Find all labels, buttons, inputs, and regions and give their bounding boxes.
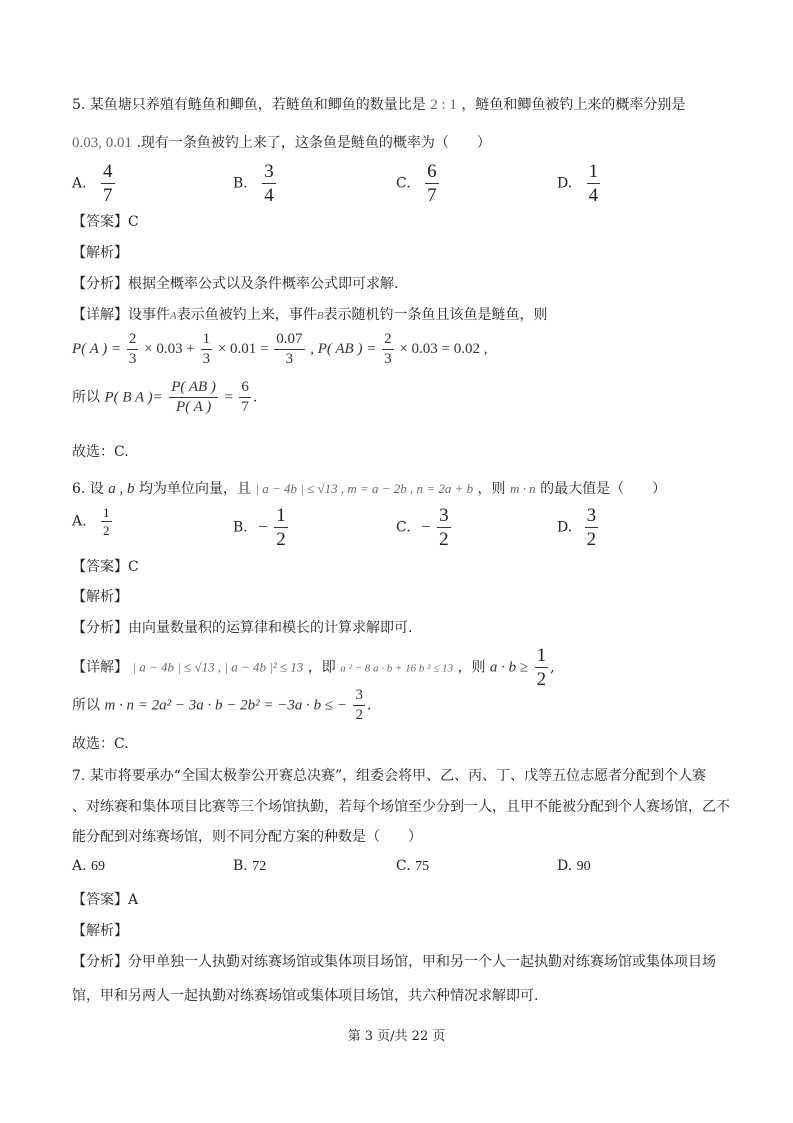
fenxi-tag: 【分析】 (72, 620, 128, 636)
option-fraction (101, 162, 115, 205)
option-label: B. (233, 519, 248, 536)
frac-den: 7 (241, 399, 249, 415)
q6-vectors: a , b (108, 481, 135, 497)
frac-num: 1 (276, 505, 286, 526)
eq-text: . (252, 389, 258, 406)
frac-den: 3 (285, 351, 294, 367)
option-label: A. (72, 175, 87, 192)
q5-analysis-heading (72, 242, 128, 262)
option-fraction (587, 162, 601, 205)
q5-detail (72, 304, 547, 324)
fenxi-text: 由向量数量积的运算律和模长的计算求解即可. (128, 620, 413, 636)
eq-text: a ² − 8 a · b + 16 b ² ≤ 13 (340, 662, 453, 675)
analysis-tag: 【解析】 (72, 923, 128, 939)
eq-fraction (127, 332, 139, 367)
eq-fraction (169, 380, 218, 415)
q5-equation-2 (72, 380, 257, 415)
fenxi-text: 分甲单独一人执勤对练赛场馆或集体项目场馆，甲和另一个人一起执勤对练赛场馆或集体项目场 (128, 954, 716, 970)
eq-text: , (550, 659, 555, 676)
frac-num: 3 (439, 505, 449, 526)
frac-den: 3 (128, 351, 137, 367)
frac-num: 3 (353, 688, 365, 706)
eq-text: = (224, 389, 233, 406)
q6-conclusion: 故选：C. (72, 736, 129, 752)
frac-den: 2 (536, 669, 547, 690)
option-fraction (262, 162, 276, 205)
q6-fenxi (72, 617, 412, 637)
eq-fraction (535, 646, 549, 689)
event-a: A (170, 310, 177, 322)
option-value: 69 (91, 859, 106, 874)
q5-option-b[interactable] (233, 162, 278, 205)
option-label: B. (233, 175, 248, 192)
analysis-tag: 【解析】 (72, 589, 128, 605)
eq-fraction (201, 332, 213, 367)
eq-prefix: 所以 (72, 697, 100, 714)
q7-answer (72, 889, 138, 909)
answer-value: C (128, 214, 139, 230)
detail-text: 设事件 (128, 307, 170, 323)
frac-den: 2 (276, 529, 286, 550)
frac-num: 2 (127, 332, 139, 350)
q6-mn: m · n (510, 481, 536, 496)
frac-num: P( AB ) (169, 380, 218, 398)
q6-option-d[interactable] (557, 506, 600, 549)
q7-option-d[interactable] (557, 858, 591, 875)
frac-den: 2 (355, 707, 363, 723)
q6-equation-2 (72, 688, 371, 723)
q5-equation-1 (72, 332, 488, 367)
page-footer: 第 3 页/共 22 页 (347, 1029, 446, 1044)
eq-text: m · n = 2a² − 3a · b − 2b² = −3a · b ≤ − (104, 697, 347, 714)
eq-text: × 0.03 = 0.02 , (399, 340, 488, 357)
frac-num: 3 (264, 161, 274, 182)
detail-tag: 【详解】 (72, 659, 128, 676)
q6-stem-text: ，则 (477, 481, 506, 497)
q5-stem-line1 (72, 94, 685, 114)
q6-option-a[interactable] (72, 506, 114, 537)
answer-value: C (128, 559, 139, 575)
q7-stem-line3: 能分配到对练赛场馆，则不同分配方案的种数是（ ） (72, 829, 422, 845)
frac-den: 7 (427, 185, 437, 206)
frac-den: 7 (103, 185, 113, 206)
q5-stem-text-c: .现有一条鱼被钓上来了，这条鱼是鲢鱼的概率为（ ） (136, 135, 491, 151)
frac-num: 1 (103, 505, 110, 520)
frac-den: 3 (202, 351, 211, 367)
option-fraction (585, 506, 599, 549)
option-label: D. (557, 519, 573, 536)
detail-text: 表示随机钓一条鱼且该鱼是鲢鱼，则 (323, 307, 548, 323)
eq-text: P( A ) = (72, 340, 122, 357)
eq-text: | a − 4b | ≤ √13 , | a − 4b |² ≤ 13 (132, 659, 304, 675)
eq-fraction (274, 332, 304, 367)
q5-option-c[interactable] (396, 162, 441, 205)
detail-text: ，即 (307, 659, 336, 676)
frac-num: 6 (427, 161, 437, 182)
q7-analysis-heading (72, 920, 128, 940)
option-label: C. (396, 519, 411, 536)
frac-den: 2 (439, 529, 449, 550)
option-label: A. (72, 513, 87, 530)
eq-prefix: 所以 (72, 389, 100, 406)
detail-tag: 【详解】 (72, 307, 128, 323)
eq-text: P( B A )= (104, 389, 163, 406)
frac-den: 2 (586, 529, 597, 550)
q5-option-a[interactable] (72, 162, 117, 205)
option-label: D. (557, 858, 573, 874)
q6-detail (72, 646, 555, 689)
q6-analysis-heading (72, 586, 128, 606)
q6-option-c[interactable] (396, 506, 453, 549)
option-label: C. (396, 858, 411, 874)
q7-fenxi-line2: 馆，甲和另两人一起执勤对练赛场馆或集体项目场馆，共六种情况求解即可. (72, 988, 539, 1004)
option-value: 72 (252, 859, 267, 874)
q6-stem-text: 的最大值是（ ） (540, 481, 667, 497)
q5-option-d[interactable] (557, 162, 602, 205)
frac-num: 3 (586, 505, 597, 526)
frac-num: 2 (382, 332, 394, 350)
option-value: 90 (576, 859, 591, 874)
eq-text: × 0.03 + (144, 340, 195, 357)
detail-text: 表示鱼被钓上来，事件 (176, 307, 317, 323)
q5-stem-text-a: 5. 某鱼塘只养殖有鲢鱼和鲫鱼，若鲢鱼和鲫鱼的数量比是 (72, 97, 426, 113)
option-label: D. (557, 175, 573, 192)
eq-text: , P( AB ) = (310, 340, 377, 357)
eq-text: . (366, 697, 372, 714)
frac-num: 1 (536, 645, 547, 666)
fenxi-tag: 【分析】 (72, 954, 128, 970)
fenxi-text: 根据全概率公式以及条件概率公式即可求解. (128, 276, 399, 292)
q7-fenxi-line1 (72, 951, 716, 971)
eq-fraction (239, 380, 251, 415)
q6-stem-text: 均为单位向量，且 (138, 481, 251, 497)
option-label: B. (233, 858, 248, 874)
frac-num: 1 (588, 161, 599, 182)
option-sign: − (258, 516, 268, 536)
eq-text: × 0.01 = (217, 340, 269, 357)
frac-num: 1 (201, 332, 213, 350)
analysis-tag: 【解析】 (72, 245, 128, 261)
option-sign: − (421, 516, 431, 536)
option-fraction (437, 506, 451, 549)
frac-num: 6 (239, 380, 251, 398)
option-value: 75 (415, 859, 430, 874)
eq-fraction (353, 688, 365, 723)
answer-tag: 【答案】 (72, 214, 128, 230)
q6-answer (72, 556, 139, 576)
q5-ratio: 2 : 1 (430, 97, 457, 113)
frac-den: P( A ) (175, 399, 212, 415)
answer-tag: 【答案】 (72, 892, 128, 908)
q7-stem-line2: 、对练赛和集体项目比赛等三个场馆执勤，若每个场馆至少分到一人，且甲不能被分配到个人赛场馆，乙不 (72, 799, 730, 815)
frac-den: 4 (264, 185, 274, 206)
fenxi-tag: 【分析】 (72, 276, 128, 292)
q5-stem-line2 (72, 132, 491, 152)
q6-option-b[interactable] (233, 506, 290, 549)
frac-num: 4 (103, 161, 113, 182)
option-fraction (425, 162, 439, 205)
q7-option-c[interactable] (396, 858, 429, 875)
answer-tag: 【答案】 (72, 559, 128, 575)
eq-fraction (382, 332, 394, 367)
q7-stem-line1: 7. 某市将要承办“全国太极拳公开赛总决赛”，组委会将甲、乙、丙、丁、戊等五位志愿者分配到个人赛 (72, 768, 707, 784)
q6-stem (72, 478, 666, 498)
q5-fenxi (72, 273, 398, 293)
option-label: C. (396, 175, 411, 192)
q5-probs: 0.03, 0.01 (72, 135, 132, 151)
q6-stem-text: 6. 设 (72, 481, 104, 497)
eq-text: a · b ≥ (489, 659, 529, 676)
answer-value: A (128, 892, 139, 908)
option-fraction (274, 506, 288, 549)
frac-den: 2 (103, 523, 110, 538)
q5-conclusion: 故选：C. (72, 444, 129, 460)
q7-option-b[interactable] (233, 858, 266, 875)
frac-den: 4 (588, 185, 599, 206)
option-fraction (101, 506, 112, 537)
event-b: B (316, 310, 324, 322)
q6-condition: | a − 4b | ≤ √13 , m = a − 2b , n = 2a + b (255, 481, 474, 496)
q5-answer (72, 211, 139, 231)
q7-option-a[interactable] (72, 858, 105, 875)
detail-text: ，则 (457, 659, 486, 676)
q5-stem-text-b: ，鲢鱼和鲫鱼被钓上来的概率分别是 (461, 97, 686, 113)
option-label: A. (72, 858, 87, 874)
frac-num: 0.07 (274, 332, 304, 350)
frac-den: 3 (384, 351, 392, 367)
